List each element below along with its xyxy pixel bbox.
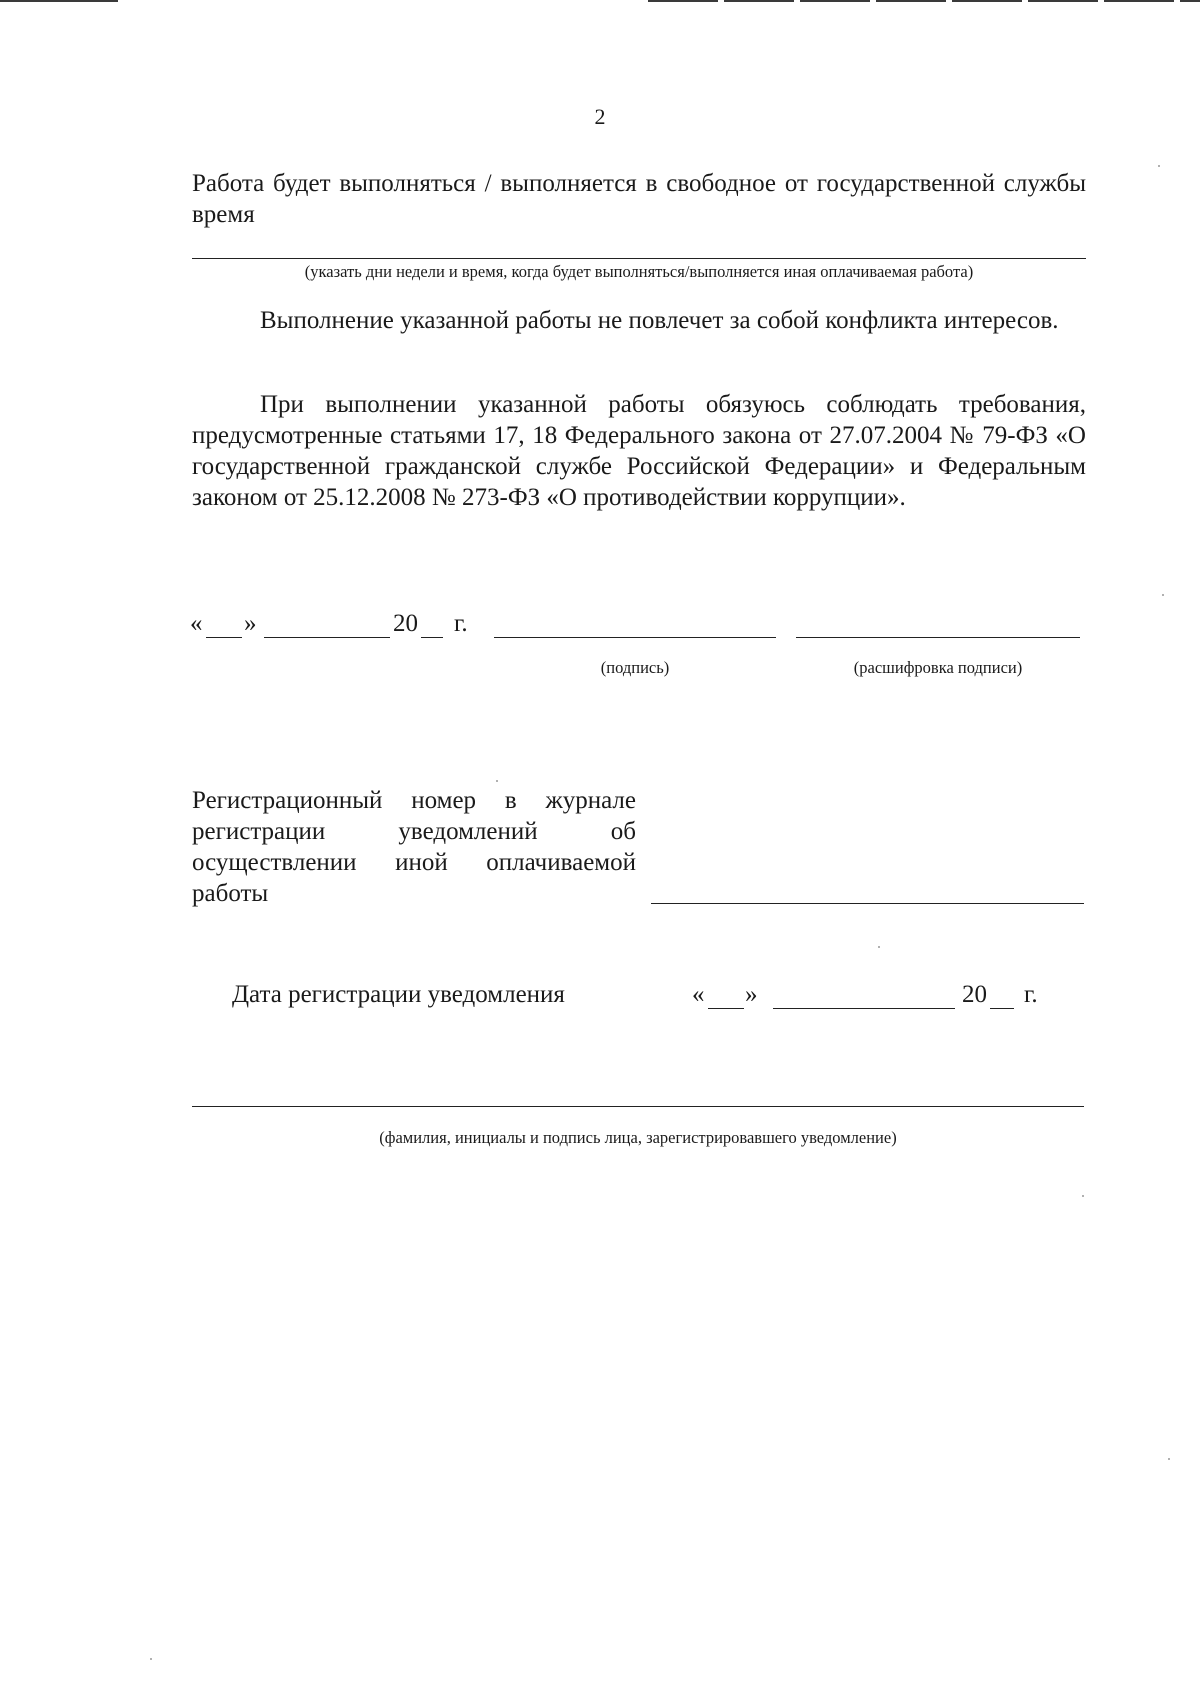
registration-date-label: Дата регистрации уведомления — [232, 981, 565, 1008]
reg-date-quote-close: » — [745, 981, 758, 1008]
date-quote-close: » — [244, 610, 257, 637]
registrar-line[interactable] — [192, 1106, 1084, 1107]
date-month-blank[interactable] — [264, 637, 390, 638]
date-year-blank[interactable] — [421, 637, 443, 638]
date-day-blank[interactable] — [206, 637, 242, 638]
reg-date-month-blank[interactable] — [773, 1008, 955, 1009]
no-conflict-paragraph: Выполнение указанной работы не повлечет за собой конфликта интересов. — [260, 307, 1059, 334]
page-number: 2 — [594, 104, 606, 129]
signature-line[interactable] — [494, 637, 776, 638]
obligation-paragraph: При выполнении указанной работы обязуюсь соблюдать требования, предусмотренные статьями 17, 18 Федерального закона от 27.07.2004 № 79-ФЗ «О государственной гражданской службе Российской Федерации» и Федеральным законом от 25.12.2008 № 273-ФЗ «О противодействии коррупции». — [192, 391, 1086, 511]
registration-label: Регистрационный номер в журнале регистрации уведомлений об осуществлении иной оплачиваемой работы — [192, 787, 636, 907]
signature-decode-caption: (расшифровка подписи) — [853, 658, 1023, 677]
reg-date-day-blank[interactable] — [708, 1008, 744, 1009]
reg-date-year-prefix: 20 — [962, 981, 987, 1008]
work-time-text: Работа будет выполняться / выполняется в свободное от государственной службы время — [192, 170, 1086, 228]
reg-date-year-blank[interactable] — [990, 1008, 1014, 1009]
registration-number-line[interactable] — [651, 903, 1084, 904]
scan-speck — [1168, 1458, 1170, 1460]
scan-speck — [1082, 1195, 1084, 1197]
scan-edge-left — [0, 0, 118, 2]
work-time-caption: (указать дни недели и время, когда будет выполняться/выполняется иная оплачиваемая работа) — [304, 262, 974, 281]
work-time-fill-line — [192, 258, 1086, 259]
reg-date-quote-open: « — [692, 981, 705, 1008]
scan-speck — [878, 946, 880, 948]
reg-date-year-suffix: г. — [1024, 981, 1038, 1008]
scan-speck — [1158, 165, 1160, 167]
scan-speck — [496, 780, 498, 782]
scan-speck — [150, 1658, 152, 1660]
signature-caption: (подпись) — [600, 658, 670, 677]
date-year-prefix: 20 — [393, 610, 418, 637]
signature-decode-line[interactable] — [796, 637, 1080, 638]
scan-speck — [1162, 594, 1164, 596]
date-quote-open: « — [190, 610, 203, 637]
date-year-suffix: г. — [454, 610, 468, 637]
scan-edge-right — [648, 0, 1200, 2]
registrar-caption: (фамилия, инициалы и подпись лица, зарегистрировавшего уведомление) — [379, 1128, 897, 1147]
